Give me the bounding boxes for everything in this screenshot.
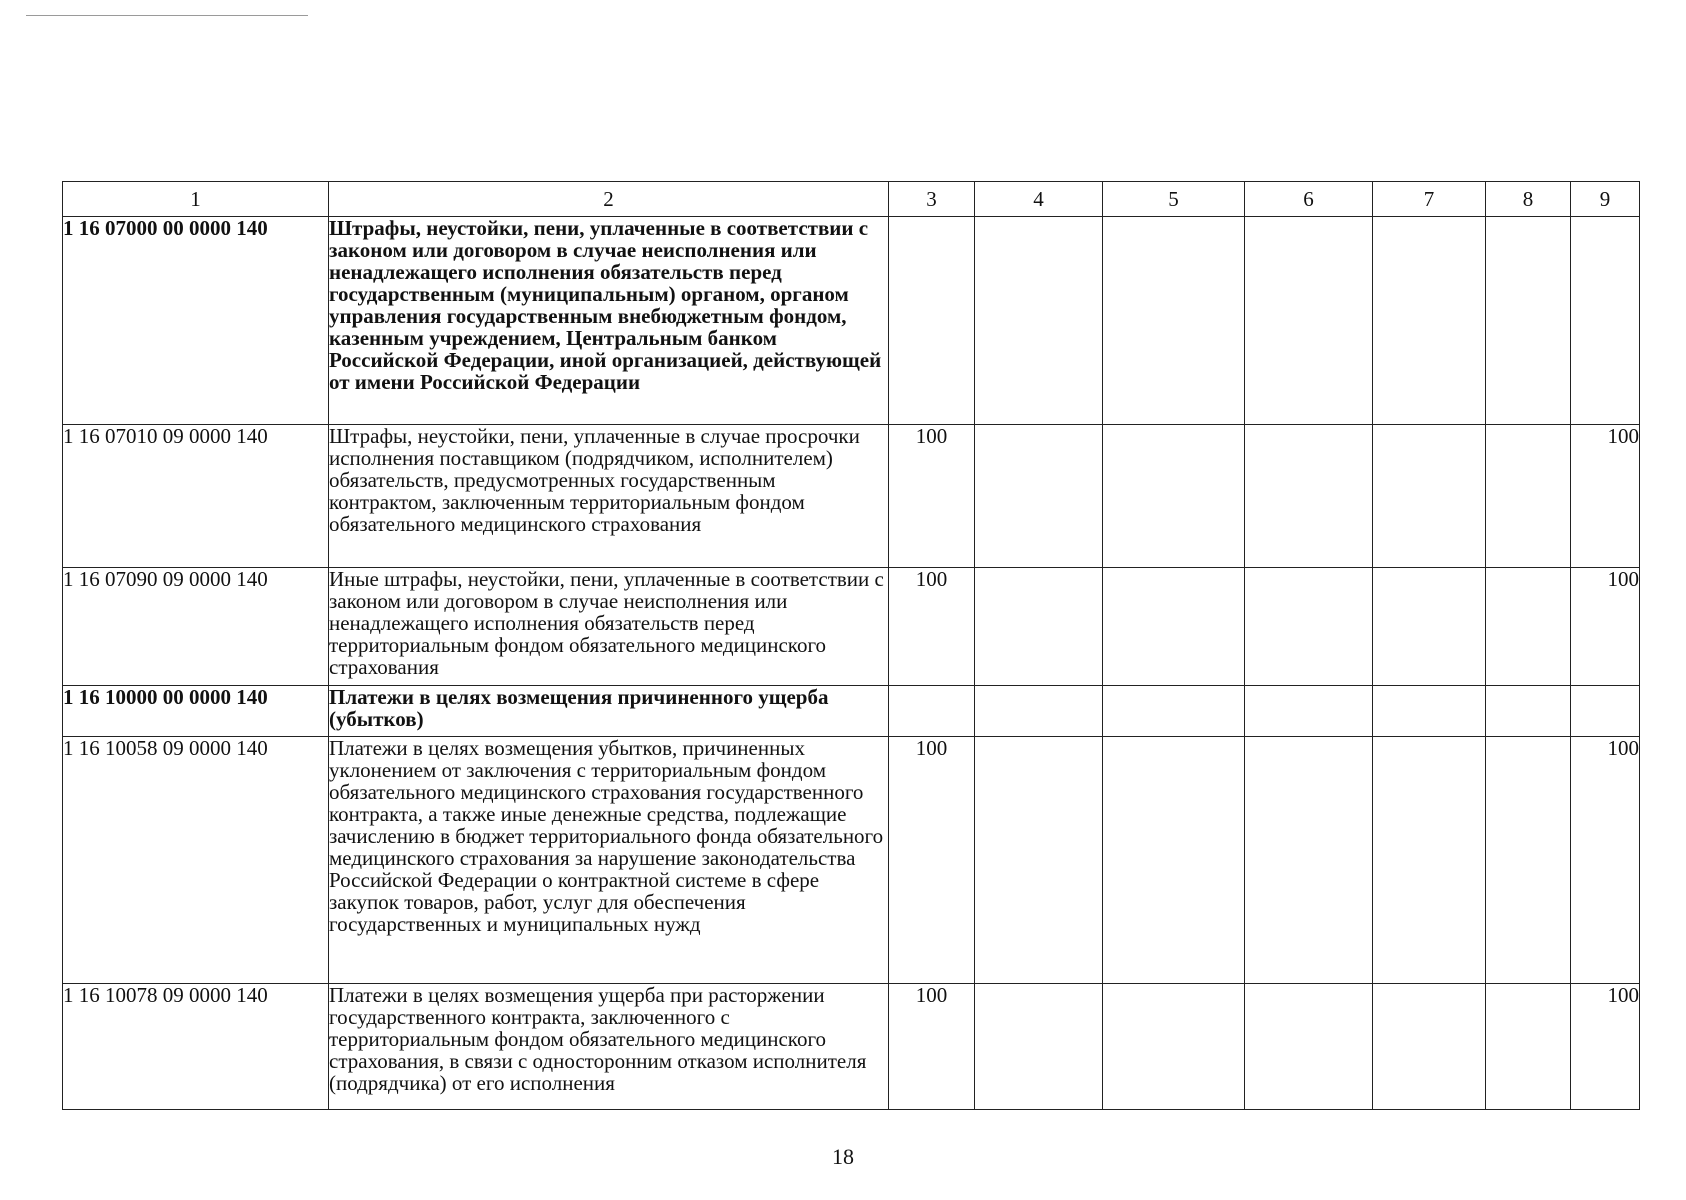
- col-header: 4: [975, 182, 1103, 217]
- cell-col9: 100: [1571, 984, 1640, 1110]
- revenue-name: Штрафы, неустойки, пени, уплаченные в случае просрочки исполнения поставщиком (подрядчиком, исполнителем) обязательств, предусмотренных государственным контрактом, заключенным территориальным фондом обязательного медицинского страхования: [329, 425, 889, 568]
- scan-header-rule: [26, 15, 308, 16]
- cell-col9: [1571, 686, 1640, 737]
- cell-col3: [889, 217, 975, 425]
- classification-code: 1 16 07000 00 0000 140: [63, 217, 329, 425]
- revenue-name: Платежи в целях возмещения причиненного ущерба (убытков): [329, 686, 889, 737]
- col-header: 6: [1245, 182, 1373, 217]
- cell-col3: [889, 686, 975, 737]
- table-row: [63, 217, 1640, 425]
- cell-col9: 100: [1571, 425, 1640, 568]
- revenue-name: Платежи в целях возмещения убытков, причиненных уклонением от заключения с территориальным фондом обязательного медицинского страхования государственного контракта, а также иные денежные средства, подлежащие зачислению в бюджет территориального фонда обязательного медицинского страхования за нарушение законодательства Российской Федерации о контрактной системе в сфере закупок товаров, работ, услуг для обеспечения государственных и муниципальных нужд: [329, 737, 889, 984]
- table-row: [63, 737, 1640, 984]
- col-header: 1: [63, 182, 329, 217]
- table-row: [63, 568, 1640, 686]
- revenue-name: Платежи в целях возмещения ущерба при расторжении государственного контракта, заключенного с территориальным фондом обязательного медицинского страхования, в связи с односторонним отказом исполнителя (подрядчика) от его исполнения: [329, 984, 889, 1110]
- col-header: 3: [889, 182, 975, 217]
- classification-code: 1 16 07090 09 0000 140: [63, 568, 329, 686]
- col-header: 5: [1103, 182, 1245, 217]
- page-number: 18: [832, 1144, 854, 1169]
- col-header: 8: [1486, 182, 1571, 217]
- classification-code: 1 16 10000 00 0000 140: [63, 686, 329, 737]
- cell-col9: [1571, 217, 1640, 425]
- table-row: [63, 686, 1640, 737]
- col-header: 2: [329, 182, 889, 217]
- classification-code: 1 16 10078 09 0000 140: [63, 984, 329, 1110]
- classification-code: 1 16 07010 09 0000 140: [63, 425, 329, 568]
- col-header: 9: [1571, 182, 1640, 217]
- revenue-name: Иные штрафы, неустойки, пени, уплаченные в соответствии с законом или договором в случае неисполнения или ненадлежащего исполнения обязательств перед территориальным фондом обязательного медицинского страхования: [329, 568, 889, 686]
- budget-revenue-table: [62, 181, 1640, 1110]
- revenue-name: Штрафы, неустойки, пени, уплаченные в соответствии с законом или договором в случае неисполнения или ненадлежащего исполнения обязательств перед государственным (муниципальным) органом, органом управления государственным внебюджетным фондом, казенным учреждением, Центральным банком Российской Федерации, иной организацией, действующей от имени Российской Федерации: [329, 217, 889, 425]
- cell-col3: 100: [889, 568, 975, 686]
- cell-col3: 100: [889, 737, 975, 984]
- cell-col3: 100: [889, 425, 975, 568]
- table-row: [63, 425, 1640, 568]
- cell-col9: 100: [1571, 568, 1640, 686]
- table-row: [63, 984, 1640, 1110]
- column-number-header: [63, 182, 1640, 217]
- col-header: 7: [1373, 182, 1486, 217]
- classification-code: 1 16 10058 09 0000 140: [63, 737, 329, 984]
- cell-col3: 100: [889, 984, 975, 1110]
- cell-col9: 100: [1571, 737, 1640, 984]
